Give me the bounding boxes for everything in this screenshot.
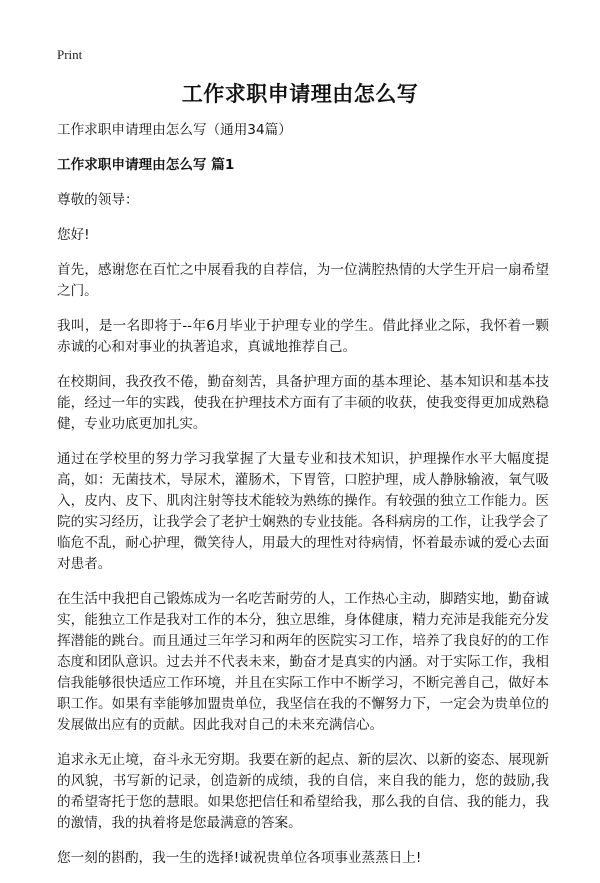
paragraph-intro: 首先，感谢您在百忙之中展看我的自荐信，为一位满腔热情的大学生开启一扇希望之门。	[57, 262, 549, 299]
paragraph-aspiration: 追求永无止境，奋斗永无穷期。我要在新的起点、新的层次、以新的姿态、展现新的风貌，书写新的记录，创造新的成绩，我的自信，来自我的能力，您的鼓励,我的希望寄托于您的慧眼。如果您把信任和希望给我，那么我的自信、我的能力，我的激情，我的执着将是您最满意的答案。	[57, 752, 549, 831]
greeting: 您好!	[57, 227, 90, 243]
paragraph-school-period: 在校期间，我孜孜不倦，勤奋刻苦，具备护理方面的基本理论、基本知识和基本技能，经过一年的实践，使我在护理技术方面有了丰硕的收获，使我变得更加成熟稳健，专业功底更加扎实。	[57, 374, 549, 432]
salutation: 尊敬的领导：	[57, 192, 139, 208]
paragraph-personal-qualities: 在生活中我把自己锻炼成为一名吃苦耐劳的人，工作热心主动，脚踏实地，勤奋诚实，能独立工作是我对工作的本分，独立思维，身体健康，精力充沛是我能充分发挥潜能的跳台。而且通过三年学习和两年的医院实习工作，培养了我良好的的工作态度和团队意识。过去并不代表未来，勤奋才是真实的内涵。对于实际工作，我相信我能够很快适应工作环境，并且在实际工作中不断学习，不断完善自己，做好本职工作。如果有幸能够加盟贵单位，我坚信在我的不懈努力下，一定会为贵单位的发展做出应有的贡献。因此我对自己的未来充满信心。	[57, 591, 549, 733]
document-title: 工作求职申请理由怎么写	[181, 82, 419, 106]
paragraph-skills: 通过在学校里的努力学习我掌握了大量专业和技术知识，护理操作水平大幅度提高，如：无菌技术，导尿术，灌肠术，下胃管，口腔护理，成人静脉输液，氧气吸入，皮内、皮下、肌肉注射等技术能较为熟练的操作。有较强的独立工作能力。医院的实习经历，让我学会了老护士娴熟的专业技能。各科病房的工作，让我学会了临危不乱，耐心护理，微笑待人，用最大的理性对待病情，怀着最赤诚的爱心去面对患者。	[57, 451, 549, 572]
section-heading: 工作求职申请理由怎么写 篇1	[57, 157, 235, 173]
paragraph-closing: 您一刻的斟酌，我一生的选择!诚祝贵单位各项事业蒸蒸日上!	[57, 850, 422, 866]
document-body	[57, 120, 549, 883]
document-subtitle: 工作求职申请理由怎么写（通用34篇）	[57, 122, 292, 138]
print-link[interactable]: Print	[57, 47, 83, 62]
paragraph-self-introduction: 我叫，是一名即将于--年6月毕业于护理专业的学生。借此择业之际，我怀着一颗赤诚的心和对事业的执著追求，真诚地推荐自己。	[57, 318, 549, 355]
